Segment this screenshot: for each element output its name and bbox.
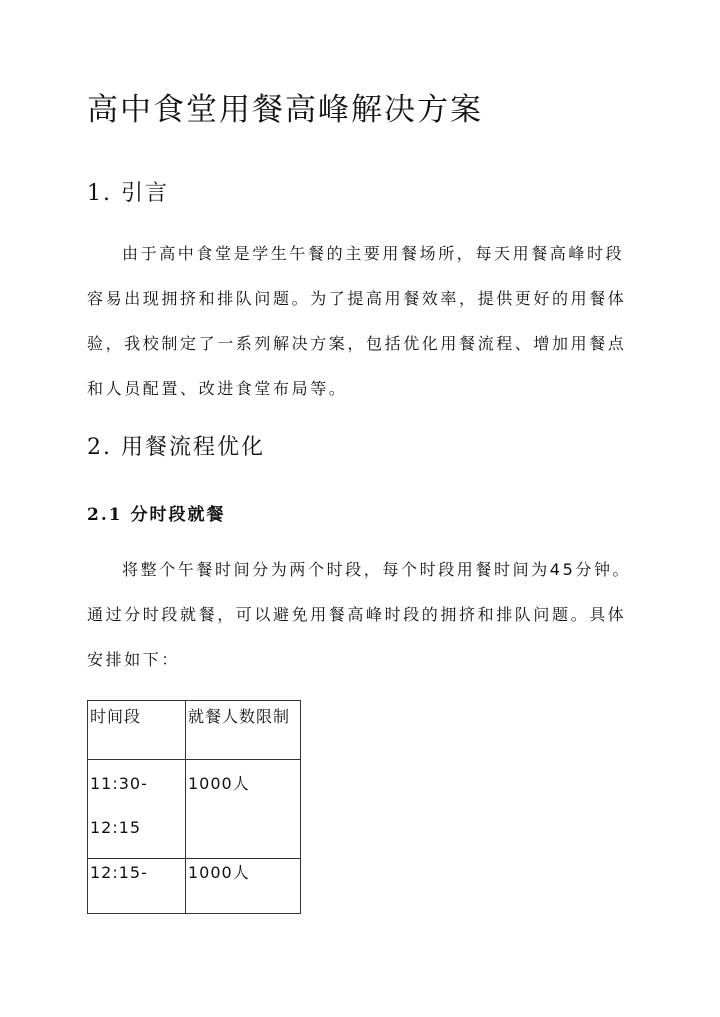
table-header-cell: 就餐人数限制	[186, 701, 301, 760]
schedule-table	[87, 700, 301, 914]
subsection-heading-timeslots: 2.1 分时段就餐	[87, 505, 226, 525]
intro-line-4: 和人员配置、改进食堂布局等。	[87, 379, 348, 398]
timeslots-paragraph	[87, 547, 632, 682]
table-cell-time	[88, 760, 186, 859]
table-header-cell: 时间段	[88, 701, 186, 760]
intro-paragraph	[87, 231, 632, 411]
intro-line-2: 容易出现拥挤和排队问题。为了提高用餐效率，提供更好的用餐体	[87, 289, 627, 308]
document-title: 高中食堂用餐高峰解决方案	[87, 92, 483, 128]
timeslots-line-1: 将整个午餐时间分为两个时段，每个时段用餐时间为45分钟。	[122, 560, 632, 579]
time-start: 12:15-	[90, 863, 148, 882]
section-heading-flow: 2. 用餐流程优化	[87, 435, 265, 460]
intro-line-3: 验，我校制定了一系列解决方案，包括优化用餐流程、增加用餐点	[87, 334, 627, 353]
table-cell-limit: 1000人	[186, 760, 301, 859]
intro-line-1: 由于高中食堂是学生午餐的主要用餐场所，每天用餐高峰时段	[122, 244, 625, 263]
time-start: 11:30-	[90, 774, 148, 793]
table-row	[88, 760, 301, 859]
table-cell-limit: 1000人	[186, 859, 301, 914]
section-heading-intro: 1. 引言	[87, 181, 169, 206]
table-cell-time	[88, 859, 186, 914]
table-header-row	[88, 701, 301, 760]
table-row	[88, 859, 301, 914]
timeslots-line-3: 安排如下：	[87, 650, 181, 669]
time-end: 12:15	[90, 818, 142, 837]
timeslots-line-2: 通过分时段就餐，可以避免用餐高峰时段的拥挤和排队问题。具体	[87, 605, 627, 624]
